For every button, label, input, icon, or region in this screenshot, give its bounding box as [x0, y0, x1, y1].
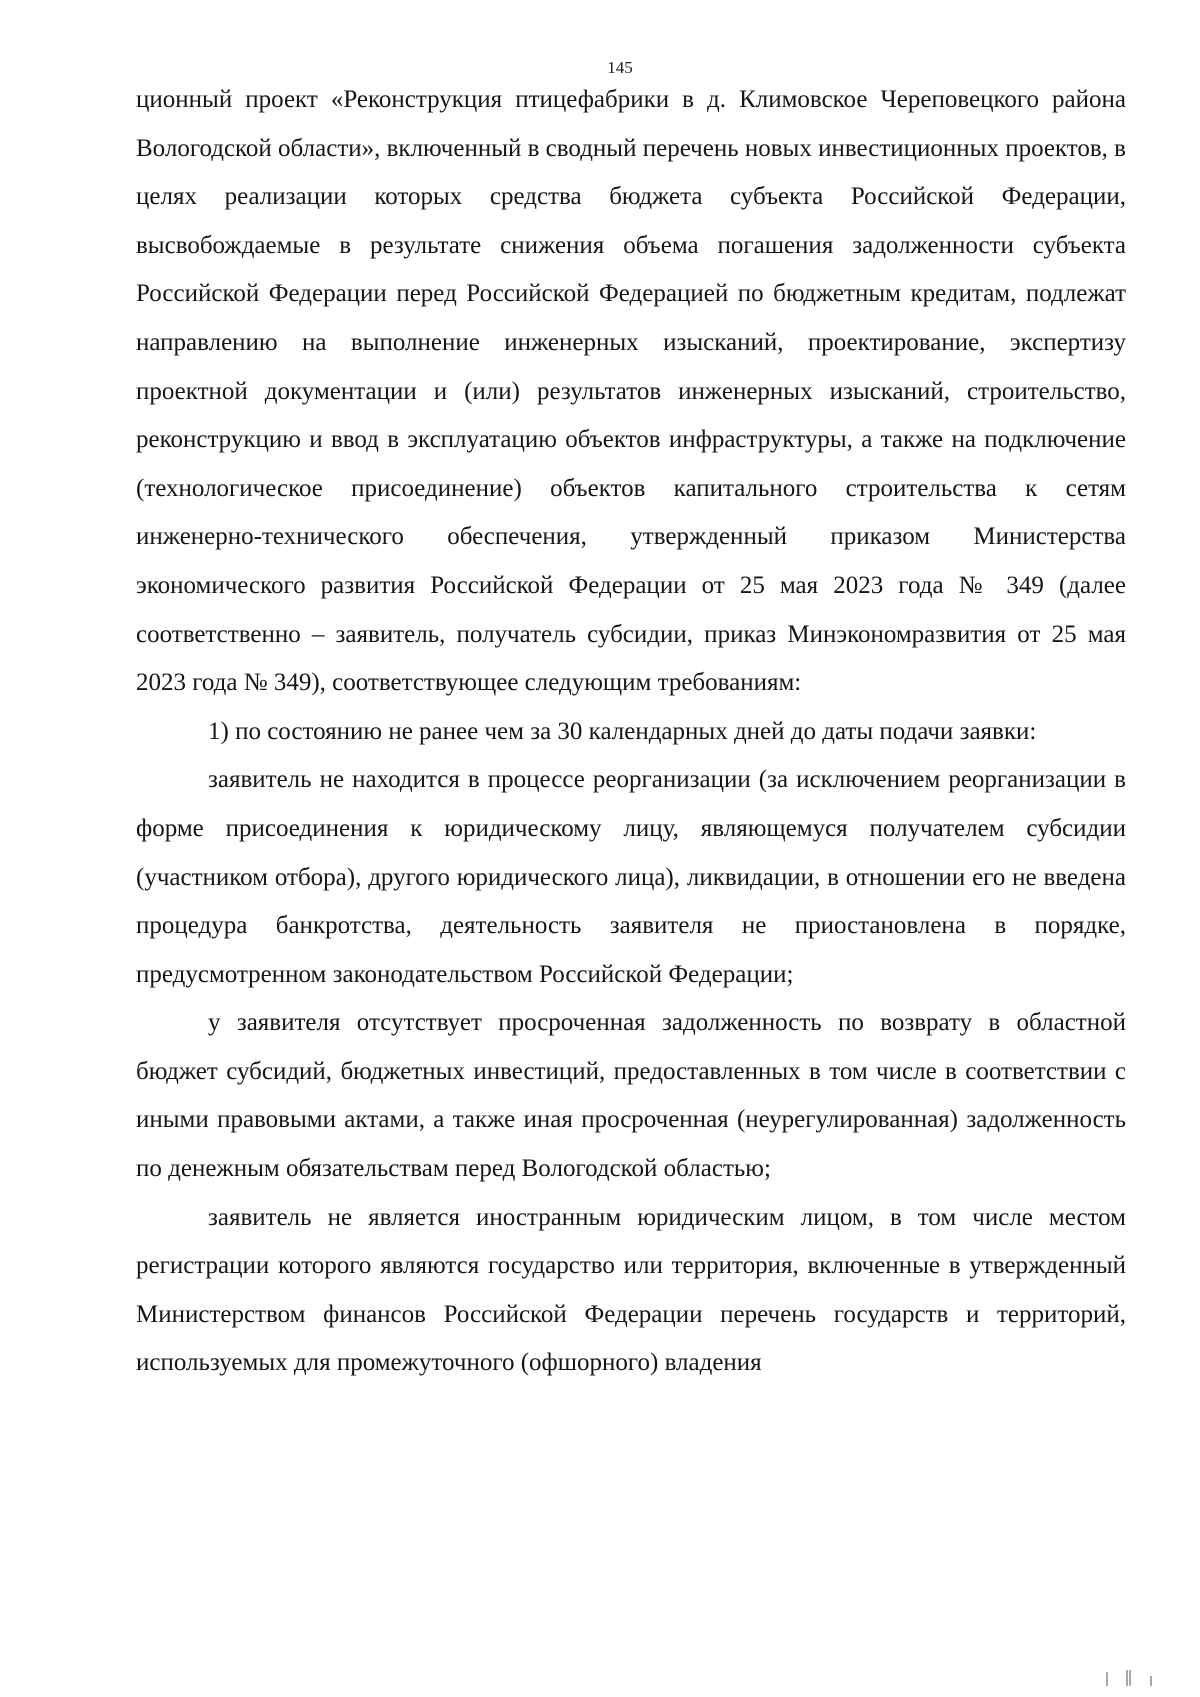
document-body: [136, 76, 1126, 1388]
paragraph-intro: ционный проект «Реконструкция птицефабрики в д. Климовское Череповецкого района Вологодской области», включенный в сводный перечень новых инвестиционных проектов, в целях реализации которых средства бюджета субъекта Российской Федерации, высвобождаемые в результате снижения объема погашения задолженности субъекта Российской Федерации перед Российской Федерацией по бюджетным кредитам, подлежат направлению на выполнение инженерных изысканий, проектирование, экспертизу проектной документации и (или) результатов инженерных изысканий, строительство, реконструкцию и ввод в эксплуатацию объектов инфраструктуры, а также на подключение (технологическое присоединение) объектов капитального строительства к сетям инженерно-технического обеспечения, утвержденный приказом Министерства экономического развития Российской Федерации от 25 мая 2023 года № 349 (далее соответственно – заявитель, получатель субсидии, приказ Минэкономразвития от 25 мая 2023 года № 349), соответствующее следующим требованиям:: [136, 86, 1126, 697]
scan-artifact: [1105, 1668, 1155, 1688]
paragraph-requirement-1: 1) по состоянию не ранее чем за 30 календарных дней до даты подачи заявки:: [208, 717, 1037, 745]
paragraph-debt: у заявителя отсутствует просроченная задолженность по возврату в областной бюджет субсидий, бюджетных инвестиций, предоставленных в том числе в соответствии с иными правовыми актами, а также иная просроченная (неурегулированная) задолженность по денежным обязательствам перед Вологодской областью;: [136, 1009, 1126, 1183]
paragraph-reorganization: заявитель не находится в процессе реорганизации (за исключением реорганизации в форме присоединения к юридическому лицу, являющемуся получателем субсидии (участником отбора), другого юридического лица), ликвидации, в отношении его не введена процедура банкротства, деятельность заявителя не приостановлена в порядке, предусмотренном законодательством Российской Федерации;: [136, 766, 1126, 988]
page-number: 145: [607, 58, 633, 77]
paragraph-foreign-entity: заявитель не является иностранным юридическим лицом, в том числе местом регистрации которого являются государство или территория, включенные в утвержденный Министерством финансов Российской Федерации перечень государств и территорий, используемых для промежуточного (офшорного) владения: [136, 1203, 1126, 1377]
